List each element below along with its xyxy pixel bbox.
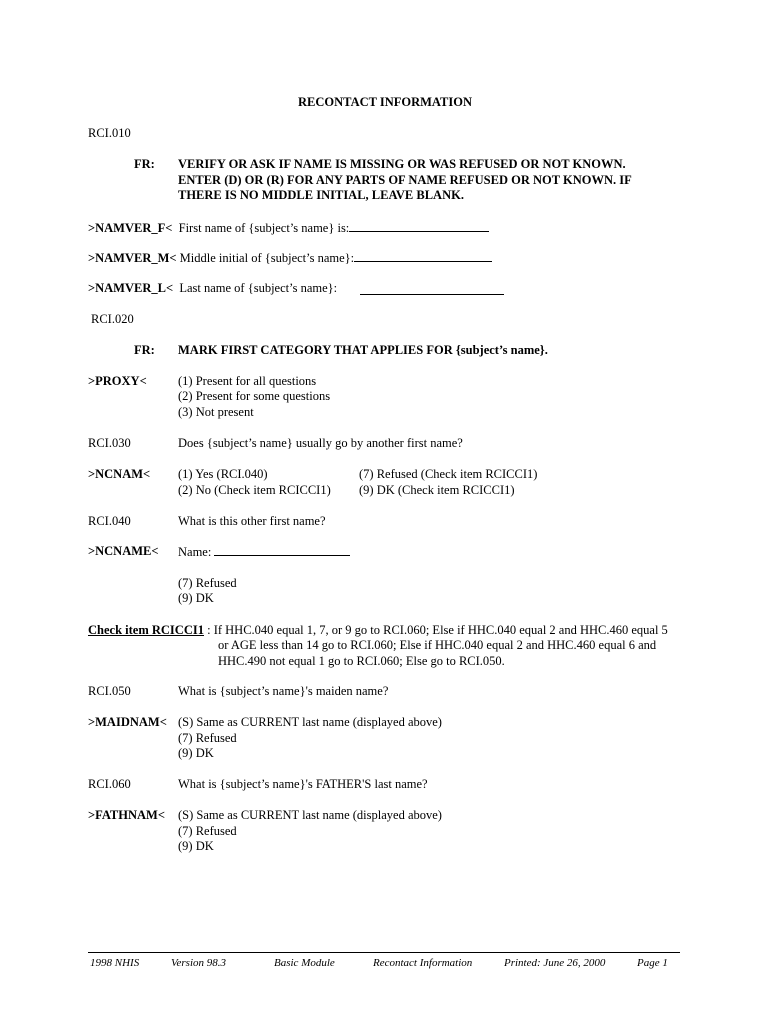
namver-l-row (88, 280, 337, 296)
ncname-option-7: (7) Refused (178, 576, 237, 590)
proxy-option-3: (3) Not present (178, 405, 254, 419)
fathnam-option-9: (9) DK (178, 839, 214, 853)
rci060-question: What is {subject’s name}'s FATHER'S last name? (178, 777, 428, 791)
page-title: RECONTACT INFORMATION (298, 95, 472, 109)
footer-printed: Printed: June 26, 2000 (504, 957, 606, 969)
maidnam-option-s: (S) Same as CURRENT last name (displayed above) (178, 715, 442, 729)
rci010-fr-label: FR: (134, 157, 155, 171)
namver-f-text: First name of {subject’s name} is: (178, 221, 350, 235)
footer-rule (88, 952, 680, 953)
ncname-name-label: Name: (178, 545, 212, 559)
fathnam-option-7: (7) Refused (178, 824, 237, 838)
namver-l-blank[interactable] (360, 282, 504, 295)
check-item-label: Check item RCICCI1 (88, 623, 204, 637)
rci010-fr-line-3: THERE IS NO MIDDLE INITIAL, LEAVE BLANK. (178, 188, 464, 202)
rci020-fr-label: FR: (134, 343, 155, 357)
check-item-line-3: HHC.490 not equal 1 go to RCI.060; Else go to RCI.050. (218, 654, 505, 668)
ncnam-option-7: (7) Refused (Check item RCICCI1) (359, 467, 538, 481)
ncnam-option-2: (2) No (Check item RCICCI1) (178, 483, 331, 497)
maidnam-option-7: (7) Refused (178, 731, 237, 745)
ncname-name-blank[interactable] (214, 543, 350, 556)
rci030-id: RCI.030 (88, 436, 131, 450)
proxy-option-2: (2) Present for some questions (178, 389, 331, 403)
namver-m-var: >NAMVER_M< (88, 251, 177, 265)
footer-page: Page 1 (637, 957, 668, 969)
namver-m-blank[interactable] (354, 249, 492, 262)
footer-section: Recontact Information (373, 957, 473, 969)
namver-m-text: Middle initial of {subject’s name}: (179, 251, 355, 265)
rci040-question: What is this other first name? (178, 514, 326, 528)
ncname-name-row (178, 543, 350, 560)
namver-m-row (88, 249, 492, 266)
check-item-text-1: If HHC.040 equal 1, 7, or 9 go to RCI.060; Else if HHC.040 equal 2 and HHC.460 equal 5 (213, 623, 668, 637)
ncnam-option-1: (1) Yes (RCI.040) (178, 467, 268, 481)
rci010-id: RCI.010 (88, 126, 131, 140)
rci010-fr-line-2: ENTER (D) OR (R) FOR ANY PARTS OF NAME REFUSED OR NOT KNOWN. IF (178, 173, 632, 187)
maidnam-option-9: (9) DK (178, 746, 214, 760)
footer-survey: 1998 NHIS (90, 957, 140, 969)
fathnam-option-s: (S) Same as CURRENT last name (displayed above) (178, 808, 442, 822)
check-item-sep: : (203, 623, 214, 637)
rci030-question: Does {subject’s name} usually go by another first name? (178, 436, 463, 450)
check-item-line-2: or AGE less than 14 go to RCI.060; Else if HHC.040 equal 2 and HHC.460 equal 6 and (218, 638, 657, 652)
rci050-question: What is {subject’s name}'s maiden name? (178, 684, 389, 698)
namver-l-var: >NAMVER_L< (88, 281, 174, 295)
rci010-fr-line-1: VERIFY OR ASK IF NAME IS MISSING OR WAS REFUSED OR NOT KNOWN. (178, 157, 626, 171)
maidnam-var: >MAIDNAM< (88, 715, 167, 729)
rci020-id: RCI.020 (91, 312, 134, 326)
footer-module: Basic Module (274, 957, 335, 969)
namver-f-row (88, 219, 489, 236)
ncname-option-9: (9) DK (178, 591, 214, 605)
namver-f-blank[interactable] (349, 219, 489, 232)
rci040-id: RCI.040 (88, 514, 131, 528)
ncnam-option-9: (9) DK (Check item RCICCI1) (359, 483, 515, 497)
rci020-fr-text: MARK FIRST CATEGORY THAT APPLIES FOR {subject’s name}. (178, 343, 548, 357)
ncname-var: >NCNAME< (88, 544, 159, 558)
rci060-id: RCI.060 (88, 777, 131, 791)
rci050-id: RCI.050 (88, 684, 131, 698)
namver-l-text: Last name of {subject’s name}: (179, 281, 338, 295)
fathnam-var: >FATHNAM< (88, 808, 165, 822)
namver-f-var: >NAMVER_F< (88, 221, 173, 235)
proxy-option-1: (1) Present for all questions (178, 374, 317, 388)
ncnam-var: >NCNAM< (88, 467, 151, 481)
proxy-var: >PROXY< (88, 374, 147, 388)
footer-version: Version 98.3 (171, 957, 226, 969)
check-item-line-1 (88, 622, 668, 638)
